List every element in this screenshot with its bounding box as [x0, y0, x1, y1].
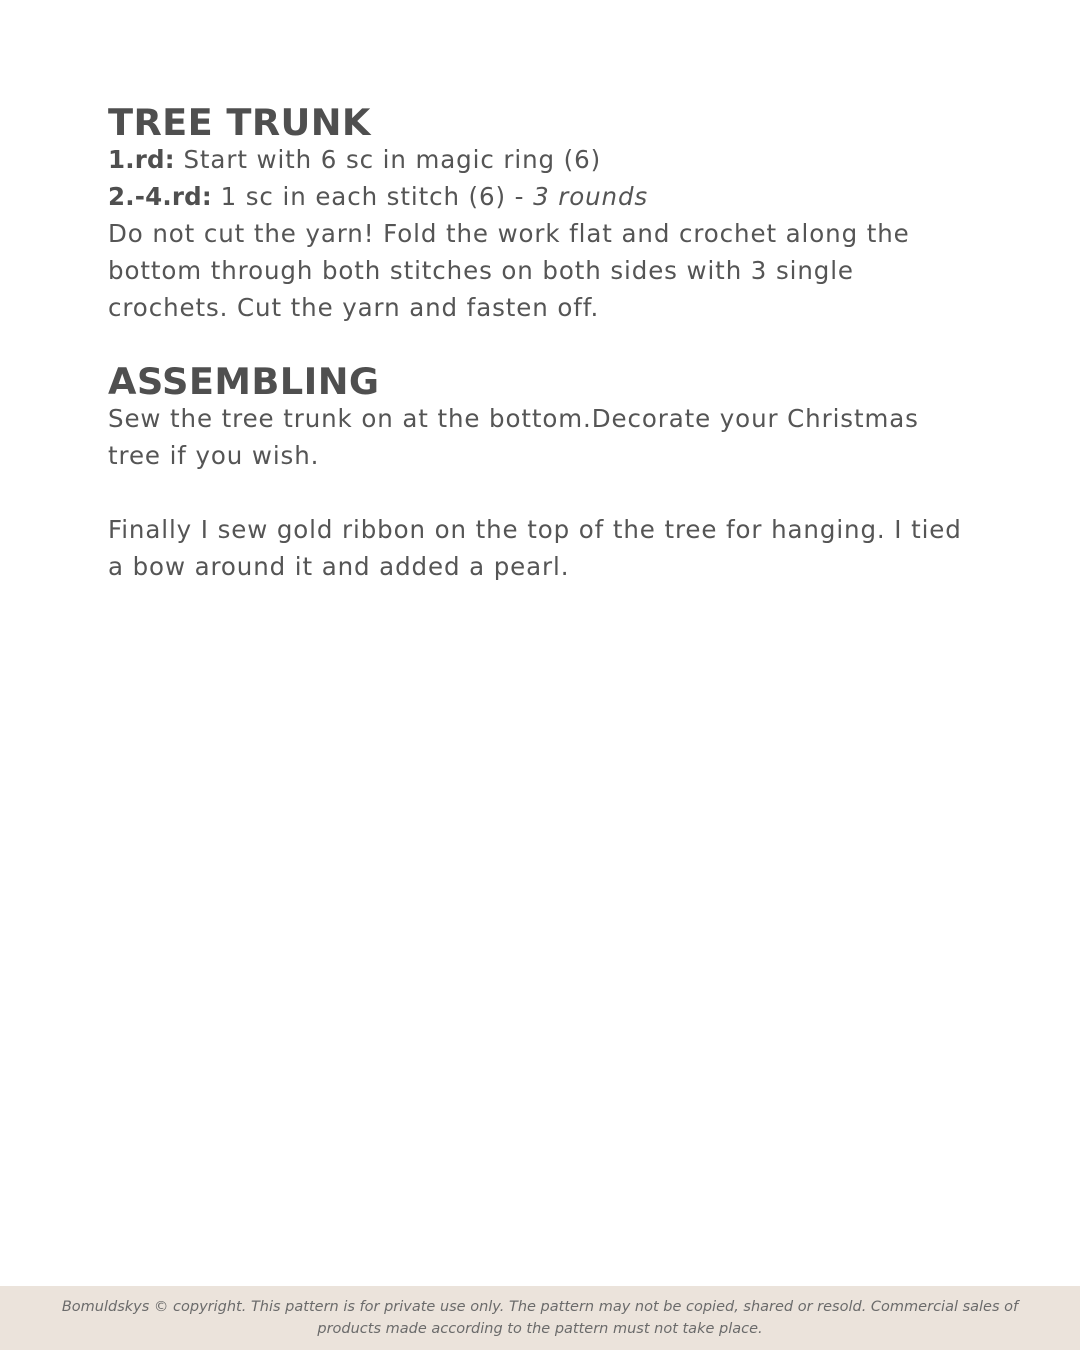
tree-trunk-section: [108, 101, 978, 326]
tree-trunk-instructions: Do not cut the yarn! Fold the work flat and crochet along the bottom through both stitches on both sides with 3 single crochets. Cut the yarn and fasten off.: [108, 219, 910, 322]
round-2-4-text: 1 sc in each stitch (6) -: [211, 182, 534, 211]
pattern-content: [108, 101, 978, 585]
round-2-4-note: 3 rounds: [533, 182, 649, 211]
tree-trunk-heading: TREE TRUNK: [108, 101, 371, 144]
round-1-text: Start with 6 sc in magic ring (6): [174, 145, 602, 174]
assembling-section: [108, 360, 978, 585]
assembling-paragraph-1: Sew the tree trunk on at the bottom.Decorate your Christmas tree if you wish.: [108, 404, 919, 470]
round-1-label: 1.rd:: [108, 145, 175, 174]
assembling-paragraph-2: Finally I sew gold ribbon on the top of the tree for hanging. I tied a bow around it and added a pearl.: [108, 515, 962, 581]
copyright-text: Bomuldskys © copyright. This pattern is for private use only. The pattern may not be copied, shared or resold. Commercial sales of products made according to the pattern must not take place.: [61, 1299, 1019, 1337]
round-2-4-line: [108, 178, 978, 215]
round-2-4-label: 2.-4.rd:: [108, 182, 212, 211]
section-spacer: [108, 326, 978, 363]
assembling-heading: ASSEMBLING: [108, 360, 380, 403]
copyright-footer: [0, 1286, 1080, 1350]
round-1-line: [108, 141, 978, 178]
paragraph-spacer: [108, 474, 978, 511]
